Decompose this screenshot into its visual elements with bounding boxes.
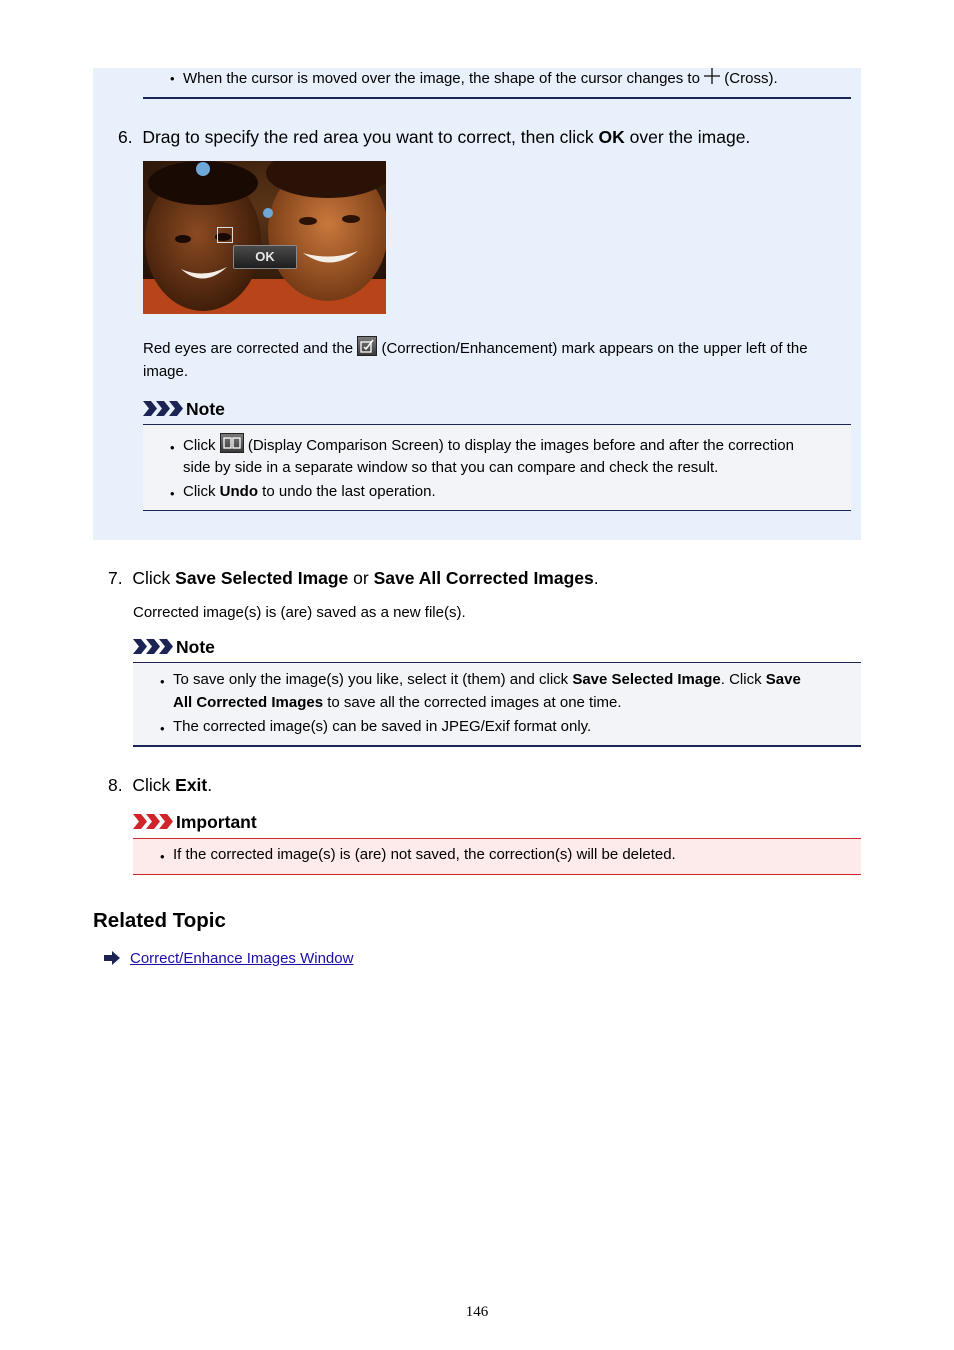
- step-bold-ok: OK: [598, 127, 625, 147]
- step-number: 6.: [118, 127, 133, 147]
- save-selected-image-label: Save Selected Image: [572, 671, 721, 688]
- related-topic-heading: Related Topic: [93, 909, 226, 932]
- bullet-dot: •: [160, 849, 165, 864]
- cross-cursor-icon: [704, 68, 720, 84]
- step-7-body: Corrected image(s) is (are) saved as a new file(s).: [133, 604, 466, 621]
- note-bullet-text: to save all the corrected images at one time.: [327, 694, 622, 711]
- result-text-end: (Correction/Enhancement) mark appears on the upper left of the: [381, 340, 808, 357]
- result-text: [143, 336, 853, 383]
- step-period: .: [593, 568, 599, 588]
- cursor-note-tail: (Cross).: [724, 70, 778, 87]
- note-bullet-text: Click: [183, 437, 216, 454]
- note-bullet-save: [173, 668, 801, 691]
- save-all-corrected-images-label: Save All Corrected Images: [373, 568, 594, 588]
- step-8: [108, 774, 212, 796]
- note-bullet-text: (Display Comparison Screen) to display the images before and after the correction: [247, 437, 794, 454]
- cursor-note-text: When the cursor is moved over the image, the shape of the cursor changes to: [183, 70, 700, 87]
- all-corrected-images-label: All Corrected Images: [173, 694, 324, 711]
- important-chevrons-icon: [133, 814, 173, 829]
- note-bottom-rule: [143, 97, 851, 99]
- bullet-dot: •: [170, 71, 175, 86]
- note-bottom-rule: [143, 510, 851, 511]
- arrow-right-icon: [104, 951, 120, 965]
- step-6: [118, 126, 750, 148]
- result-text-start: Red eyes are corrected and the: [143, 340, 354, 357]
- save-label: Save: [765, 671, 801, 688]
- step-text: or: [353, 568, 369, 588]
- step-text: Click: [132, 568, 171, 588]
- exit-label: Exit: [175, 775, 208, 795]
- step-period: .: [207, 775, 213, 795]
- bullet-dot: •: [170, 486, 175, 501]
- note-bullet-comparison-line2: side by side in a separate window so that you can compare and check the result.: [183, 459, 719, 476]
- cursor-note-line: [183, 67, 778, 90]
- page-number: 146: [465, 1304, 489, 1320]
- note-bullet-text: To save only the image(s) you like, select it (them) and click: [173, 671, 569, 688]
- step-text-tail: over the image.: [629, 127, 751, 147]
- note-bullet-comparison: [183, 433, 794, 457]
- important-bullet: If the corrected image(s) is (are) not saved, the correction(s) will be deleted.: [173, 846, 676, 863]
- bullet-dot: •: [160, 674, 165, 689]
- note-title: Note: [186, 399, 225, 419]
- undo-label: Undo: [219, 483, 258, 500]
- step-7: [108, 567, 599, 589]
- correct-enhance-images-window-link[interactable]: Correct/Enhance Images Window: [130, 950, 354, 967]
- note-bullet-undo: [183, 480, 436, 503]
- selection-box[interactable]: [217, 227, 233, 243]
- bullet-dot: •: [170, 440, 175, 455]
- result-text-line2: image.: [143, 363, 189, 380]
- important-bottom-rule: [133, 874, 861, 875]
- display-comparison-screen-icon[interactable]: [220, 433, 244, 453]
- note-chevrons-icon: [133, 639, 173, 654]
- note-bullet-save-line2: [173, 691, 622, 714]
- note-bullet-text: . Click: [720, 671, 762, 688]
- note-bottom-rule: [133, 745, 861, 747]
- save-selected-image-label: Save Selected Image: [175, 568, 349, 588]
- photo-ok-button[interactable]: OK: [233, 245, 297, 269]
- note-chevrons-icon: [143, 401, 183, 416]
- photo-faces-illustration: [143, 161, 386, 314]
- note-bullet-text: Click: [183, 483, 216, 500]
- bullet-dot: •: [160, 721, 165, 736]
- important-title: Important: [176, 812, 257, 832]
- red-eye-photo: [143, 161, 386, 314]
- step-number: 8.: [108, 775, 123, 795]
- correction-enhancement-mark-icon: [357, 336, 377, 356]
- step-text: Click: [132, 775, 171, 795]
- step-number: 7.: [108, 568, 123, 588]
- note-bullet-text: to undo the last operation.: [262, 483, 436, 500]
- note-bullet-format: The corrected image(s) can be saved in JPEG/Exif format only.: [173, 718, 592, 735]
- step-text: Drag to specify the red area you want to correct, then click: [142, 127, 594, 147]
- note-title: Note: [176, 637, 215, 657]
